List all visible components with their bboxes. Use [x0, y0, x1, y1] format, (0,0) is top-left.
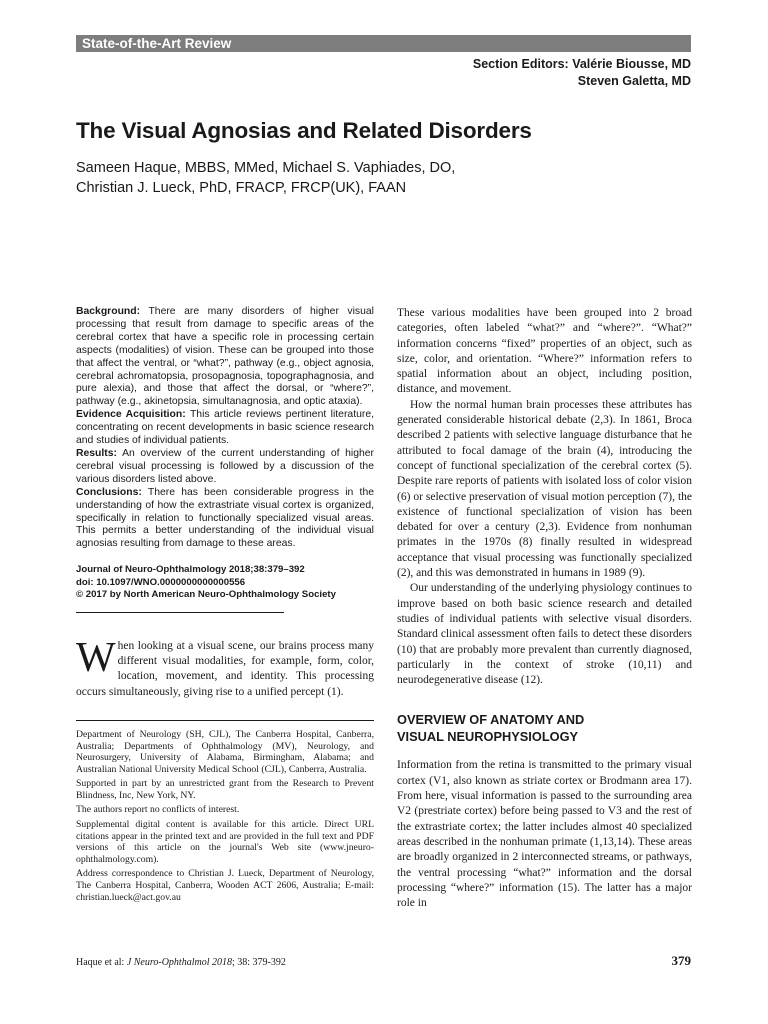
journal-doi[interactable]: doi: 10.1097/WNO.0000000000000556	[76, 576, 246, 588]
conclusions-label: Conclusions:	[76, 486, 142, 498]
body-paragraph-2: How the normal human brain processes these attributes has generated considerable historical debate (2,3). In 1861, Broca described 2 patients with selective language disturbance that he attributed to focal damage of the brain (4), introducing the concept of functional specialization of the cerebral cortex (5). Despite rare reports of patients with isolated loss of color vision (6) or selective preservation of visual motion perception (7), the existence of functional specialization of vision has been debated for over a century (2,3). Evidence from nonhuman primates in the 1970s (8) finally resulted in widespread acceptance that visual processing was functionally specialized (2), and this was demonstrated in humans in 1989 (9).	[397, 398, 692, 580]
drop-cap: W	[76, 634, 116, 681]
body-paragraph-3: Our understanding of the underlying physiology continues to improve based on both basic science research and detailed studies of individual patients with selective visual disorders. Standard clinical assessment often fails to detect these disorders (10) that are probably more prevalent than currently diagnosed, particularly in the context of stroke (10,11) and neurodegenerative disease (12).	[397, 582, 692, 687]
abstract	[76, 306, 374, 551]
abstract-results: Results: An overview of the current understanding of higher cerebral visual processing is followed by a discussion of the various disorders listed above.	[76, 447, 374, 485]
body-paragraph-1: These various modalities have been grouped into 2 broad categories, often labeled “what?” and “where?”. “What?” information concerns “fixed” properties of an object, such as size, color, and orientation. “Where?” information refers to spatial information about an object, including position, distance, and movement.	[397, 307, 692, 396]
intro-paragraph: When looking at a visual scene, our brains process many different visual modalities, for example, form, color, location, movement, and identity. This processing occurs simultaneously, giving rise to a unified percept (1).	[76, 634, 374, 698]
body-paragraph-4: Information from the retina is transmitted to the primary visual cortex (V1, also known as striate cortex or Brodmann area 17). From here, visual information is passed to the surrounding area V2 (prestriate cortex) before being passed to V3 and the rest of the extrastriate cortex; the latter includes almost 40 specialized areas described in the nonhuman primate (1,13,14). These areas are broadly organized in 2 interconnected streams, or pathways, the ventral processing “what?” information and the dorsal processing “where?” information (15). The latter has a major role in	[397, 759, 692, 910]
affiliation-correspondence: Address correspondence to Christian J. Lueck, Department of Neurology, The Canberra Hospital, Canberra, Wooden ACT 2606, Australia; E-mail: christian.lueck@act.gov.au	[76, 868, 374, 903]
abstract-background: Background: There are many disorders of higher visual processing that result from damage to specific areas of the cerebral cortex that have a specific role in processing certain aspects (modalities) of vision. These can be grouped into those that affect the ventral, or “what?”, pathway (e.g., object agnosia, cerebral achromatopsia, prosopagnosia, topographagnosia, and pure alexia), and those that affect the dorsal, or “where?”, pathway (e.g., akinetopsia, simultanagnosia, and optic ataxia).	[76, 306, 374, 408]
affiliation-conflicts: The authors report no conflicts of interest.	[76, 804, 240, 816]
journal-copyright: © 2017 by North American Neuro-Ophthalmology Society	[76, 589, 336, 601]
editors-line-1: Section Editors: Valérie Biousse, MD	[472, 57, 691, 71]
editors-line-2: Steven Galetta, MD	[577, 74, 691, 88]
journal-info	[76, 564, 374, 602]
page-number: 379	[671, 953, 691, 968]
left-column	[76, 306, 374, 906]
section-heading-line-1: OVERVIEW OF ANATOMY AND	[397, 712, 585, 728]
affiliation-departments: Department of Neurology (SH, CJL), The Canberra Hospital, Canberra, Australia; Departments of Ophthalmology (MV), Neurology, and Neurosurgery, University of Alabama, Birmingham, Alabama; and Australian National University Medical School (CJL), Canberra, Australia.	[76, 728, 374, 775]
section-heading-line-2: VISUAL NEUROPHYSIOLOGY	[397, 728, 579, 744]
footer-journal: J Neuro-Ophthalmol 2018	[126, 957, 232, 968]
affiliation-funding: Supported in part by an unrestricted grant from the Research to Prevent Blindness, Inc, New York, NY.	[76, 778, 374, 801]
article-title: The Visual Agnosias and Related Disorders	[76, 118, 532, 143]
results-label: Results:	[76, 447, 117, 459]
journal-citation: Journal of Neuro-Ophthalmology 2018;38:379–392	[76, 564, 305, 576]
right-column	[397, 306, 692, 911]
authors-line-2: Christian J. Lueck, PhD, FRACP, FRCP(UK), FAAN	[76, 180, 407, 196]
section-heading	[397, 712, 692, 745]
affiliations	[76, 720, 374, 903]
background-label: Background:	[76, 306, 141, 317]
abstract-divider	[76, 612, 284, 613]
section-editors	[473, 56, 691, 90]
abstract-conclusions: Conclusions: There has been considerable progress in the understanding of how the extrastriate visual cortex is organized, specifically in relation to functionally specialized visual areas. This permits a better understanding of the individual visual agnosias resulting from damage to these areas.	[76, 486, 374, 550]
footer-citation: Haque et al: J Neuro-Ophthalmol 2018; 38: 379-392	[76, 957, 286, 968]
section-banner: State-of-the-Art Review	[76, 35, 691, 52]
affiliation-supplemental: Supplemental digital content is available for this article. Direct URL citations appear in the printed text and are provided in the full text and PDF versions of this article on the journal's Web site (www.jneuro-ophthalmology.com).	[76, 819, 374, 865]
authors-line-1: Sameen Haque, MBBS, MMed, Michael S. Vaphiades, DO,	[76, 160, 456, 176]
author-list	[76, 158, 696, 198]
abstract-evidence: Evidence Acquisition: This article reviews pertinent literature, concentrating on recent developments in basic science research and studies of individual patients.	[76, 409, 374, 447]
evidence-label: Evidence Acquisition:	[76, 409, 186, 421]
